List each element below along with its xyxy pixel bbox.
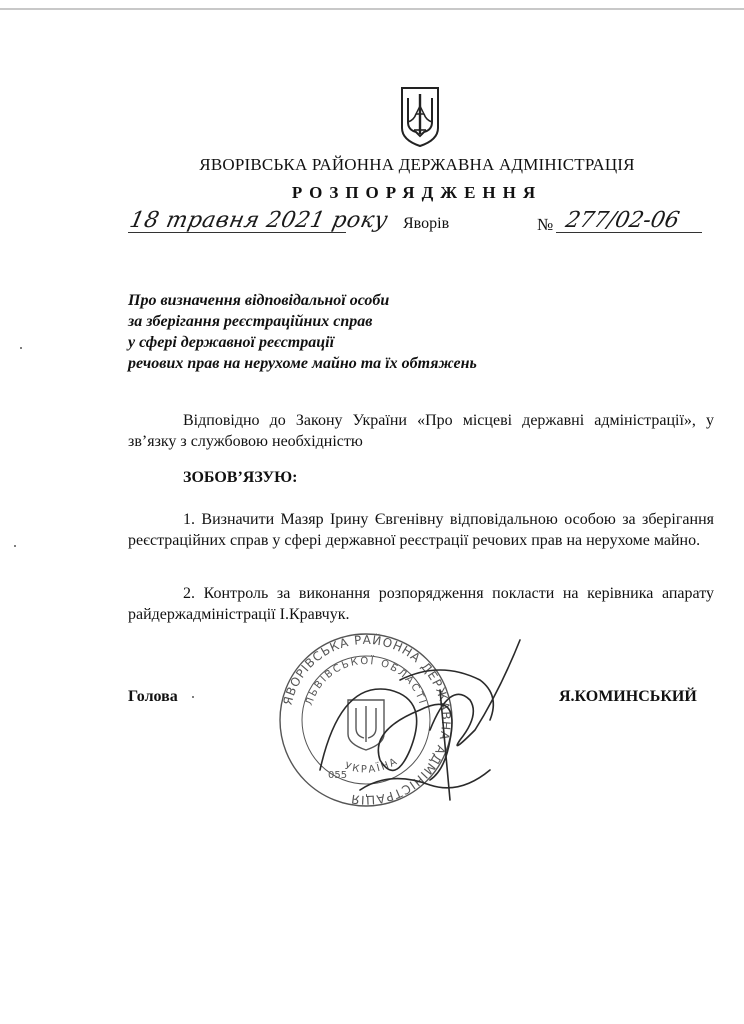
svg-text:ЛЬВІВСЬКОЇ ОБЛАСТІ: ЛЬВІВСЬКОЇ ОБЛАСТІ	[304, 655, 428, 708]
document-type-title: РОЗПОРЯДЖЕННЯ	[291, 183, 543, 202]
trident-emblem-icon	[398, 86, 442, 148]
number-sign: №	[537, 215, 554, 234]
place-label: Яворів	[403, 215, 450, 232]
scan-speck	[20, 347, 22, 349]
subject-block	[128, 290, 477, 374]
subject-line: за зберігання реєстраційних справ	[128, 313, 373, 330]
order-item-2: 2. Контроль за виконання розпорядження покласти на керівника апарату райдержадміністрації І.Кравчук.	[128, 585, 714, 623]
number-underline	[556, 232, 702, 233]
scan-speck	[192, 696, 194, 698]
subject-line: Про визначення відповідальної особи	[128, 292, 390, 309]
subject-line: у сфері державної реєстрації	[128, 334, 335, 351]
signatory-position: Голова	[128, 688, 178, 705]
svg-text:УКРАЇНА: УКРАЇНА	[343, 755, 401, 776]
handwritten-date: 18 травня 2021 року	[127, 208, 391, 233]
handwritten-signature	[300, 620, 540, 820]
svg-text:ЯВОРІВСЬКА РАЙОННА ДЕРЖАВНА АД: ЯВОРІВСЬКА РАЙОННА ДЕРЖАВНА АДМІНІСТРАЦІЯ	[280, 632, 454, 808]
handwritten-number: 277/02-06	[563, 208, 682, 233]
order-item-1: 1. Визначити Мазяр Ірину Євгенівну відповідальною особою за зберігання реєстраційних справ у сфері державної реєстрації речових прав на нерухоме майно.	[128, 511, 714, 549]
scan-edge-line	[0, 8, 744, 10]
subject-line: речових прав на нерухоме майно та їх обтяжень	[128, 355, 477, 372]
obligate-heading: ЗОБОВ’ЯЗУЮ:	[183, 469, 298, 486]
signatory-name: Я.КОМИНСЬКИЙ	[559, 688, 697, 705]
svg-text:055: 055	[328, 770, 348, 781]
preamble-paragraph: Відповідно до Закону України «Про місцеві державні адміністрації», у зв’язку з службовою необхідністю	[128, 412, 714, 450]
organization-title: ЯВОРІВСЬКА РАЙОННА ДЕРЖАВНА АДМІНІСТРАЦІЯ	[199, 155, 635, 174]
date-underline	[128, 232, 346, 233]
scan-speck	[14, 545, 16, 547]
